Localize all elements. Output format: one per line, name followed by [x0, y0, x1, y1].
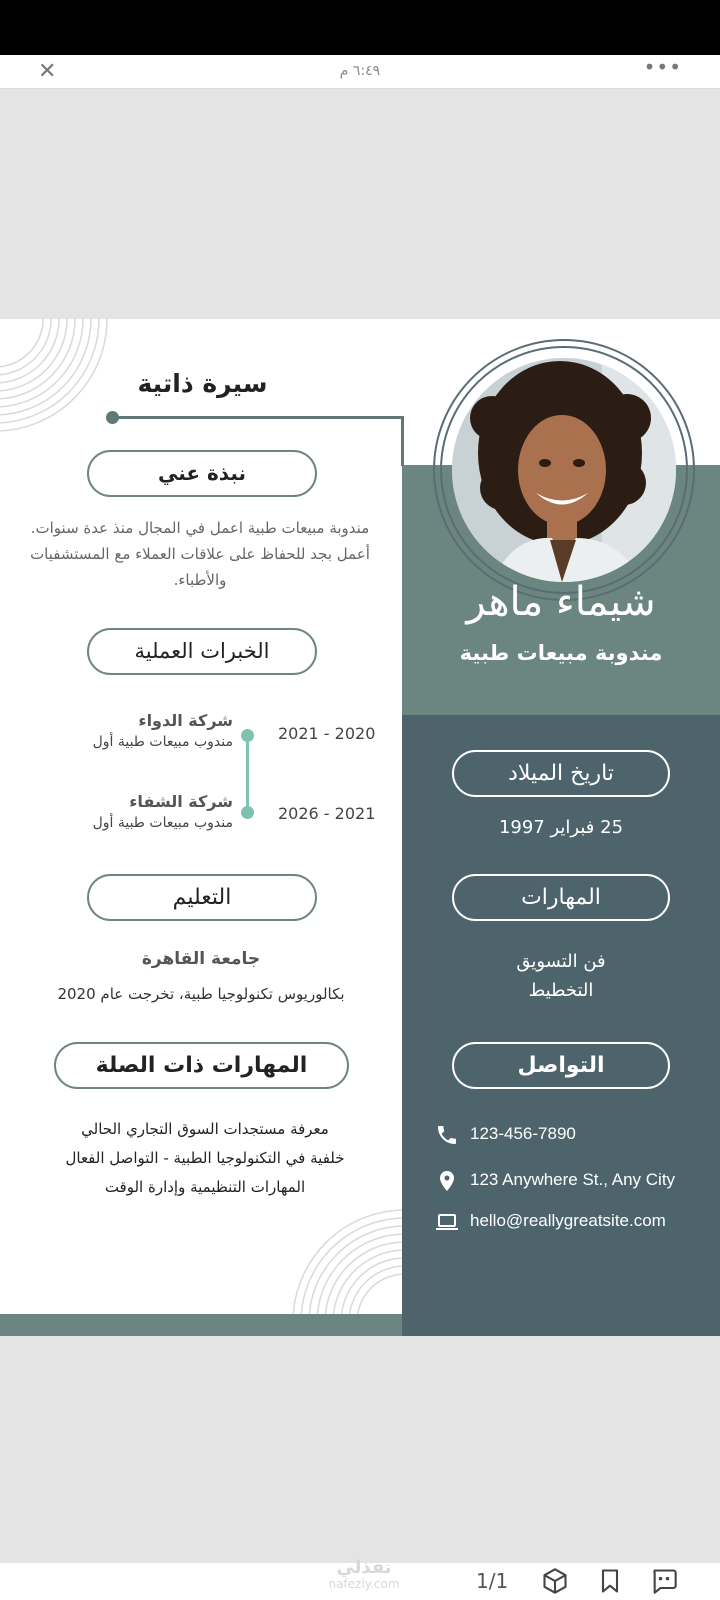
education-heading: التعليم	[87, 874, 317, 921]
experience-role: مندوب مبيعات طبية أول	[92, 815, 233, 831]
contact-phone	[432, 1121, 702, 1149]
email-text: hello@reallygreatsite.com	[470, 1211, 666, 1230]
more-icon[interactable]: •••	[643, 55, 682, 79]
related-skills-list	[30, 1115, 380, 1202]
contact-address	[432, 1167, 702, 1195]
skill-item: التخطيط	[528, 980, 594, 1001]
experience-role: مندوب مبيعات طبية أول	[92, 734, 233, 750]
time-label: ٦:٤٩ م	[339, 63, 381, 79]
experience-heading: الخبرات العملية	[87, 628, 317, 675]
watermark-arabic: نفذلي	[336, 1557, 392, 1578]
education-degree: بكالوريوس تكنولوجيا طبية، تخرجت عام 2020	[57, 985, 345, 1003]
experience-item	[13, 711, 233, 750]
bottom-strip	[0, 1314, 402, 1336]
resume-title: سيرة ذاتية	[137, 369, 268, 398]
related-skills-heading: المهارات ذات الصلة	[54, 1042, 349, 1089]
phone-text: 123-456-7890	[470, 1124, 576, 1143]
job-title: مندوبة مبيعات طبية	[459, 641, 663, 665]
about-heading: نبذة عني	[87, 450, 317, 497]
experience-dates: 2026 - 2021	[278, 804, 376, 823]
watermark-latin: nafezly.com	[328, 1577, 400, 1591]
experience-item	[13, 792, 233, 831]
viewer-top-bar	[0, 55, 720, 89]
cube-icon[interactable]	[541, 1567, 569, 1595]
sidebar-panel	[402, 715, 720, 1336]
about-text: مندوبة مبيعات طبية اعمل في المجال منذ عدة سنوات. أعمل بجد للحفاظ على علاقات العملاء مع المستشفيات والأطباء.	[30, 519, 370, 589]
timeline-dot	[241, 806, 254, 819]
skills-heading: المهارات	[452, 874, 670, 921]
resume-document	[0, 319, 720, 1336]
birth-heading: تاريخ الميلاد	[452, 750, 670, 797]
education-school: جامعة القاهرة	[141, 949, 261, 969]
skills-list	[452, 947, 670, 1005]
related-skill-line: معرفة مستجدات السوق التجاري الحالي	[81, 1120, 329, 1138]
watermark	[318, 1559, 410, 1591]
location-pin-icon	[434, 1169, 460, 1193]
bookmark-icon[interactable]	[596, 1567, 624, 1595]
address-text: 123 Anywhere St., Any City	[470, 1170, 676, 1189]
close-icon[interactable]: ✕	[38, 59, 57, 84]
skill-item: فن التسويق	[516, 951, 606, 972]
experience-company: شركة الدواء	[138, 711, 233, 730]
experience-dates: 2021 - 2020	[278, 724, 376, 743]
status-bar	[0, 0, 720, 55]
page-indicator: 1/1	[476, 1569, 509, 1593]
decorative-arcs-top	[0, 319, 110, 434]
experience-company: شركة الشفاء	[129, 792, 233, 811]
viewer-bottom-bar	[0, 1557, 720, 1600]
title-connector-dot	[106, 411, 119, 424]
birth-date: 25 فبراير 1997	[498, 817, 624, 838]
timeline-dot	[241, 729, 254, 742]
title-connector	[112, 416, 404, 419]
person-name: شيماء ماهر	[466, 579, 656, 625]
comment-icon[interactable]	[650, 1567, 678, 1595]
profile-photo	[452, 358, 676, 582]
timeline-line	[246, 735, 249, 813]
phone-icon	[434, 1123, 460, 1147]
title-connector-vertical	[401, 416, 404, 466]
related-skill-line: خلفية في التكنولوجيا الطبية - التواصل الفعال	[65, 1149, 345, 1167]
contact-email	[432, 1208, 702, 1236]
contact-heading: التواصل	[452, 1042, 670, 1089]
related-skill-line: المهارات التنظيمية وإدارة الوقت	[104, 1178, 306, 1196]
laptop-icon	[434, 1210, 460, 1234]
